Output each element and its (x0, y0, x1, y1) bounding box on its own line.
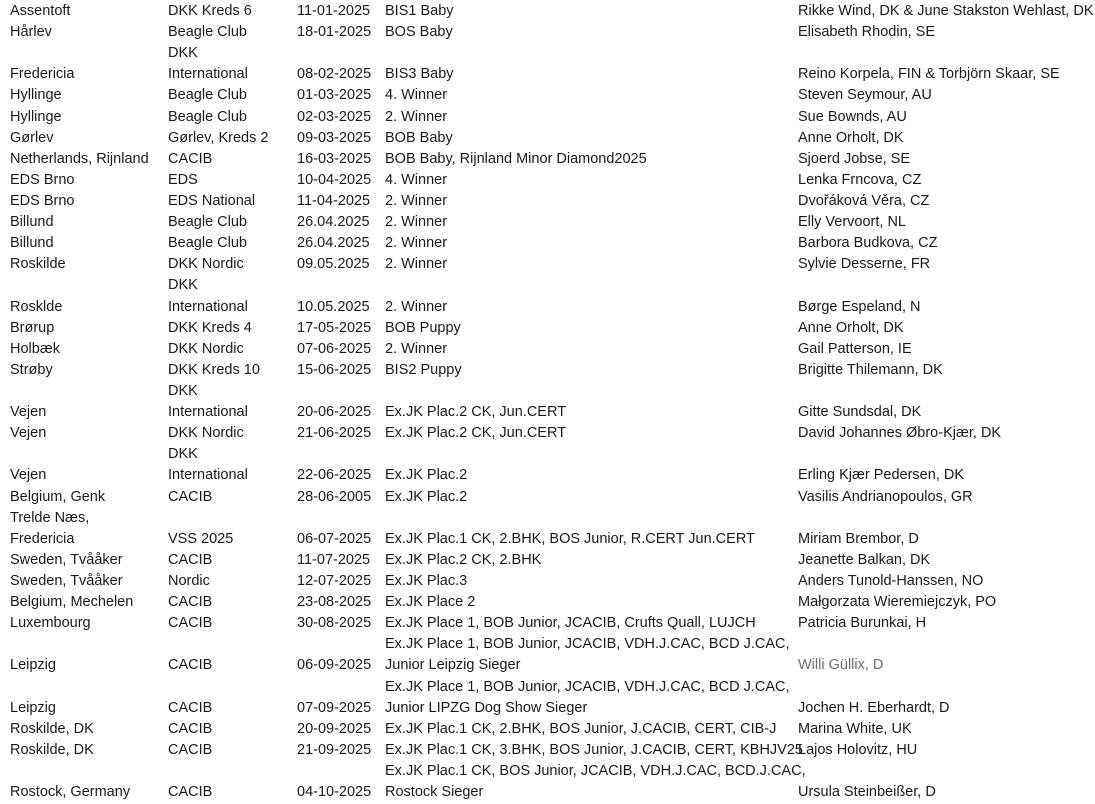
location-cell: Assentoft (10, 3, 71, 19)
judge-cell: Gitte Sundsdal, DK (798, 404, 922, 421)
table-row (0, 550, 1095, 571)
result-cell: 2. Winner (385, 214, 448, 231)
club-cell: DKK Kreds 6 (168, 3, 252, 19)
result-cell: 2. Winner (385, 340, 448, 357)
location-cell: Brørup (10, 319, 55, 336)
result-cell: BOB Puppy (385, 319, 461, 336)
judge-cell: Barbora Budkova, CZ (798, 235, 938, 252)
table-row (0, 402, 1095, 423)
club-cell: Beagle Club (168, 24, 247, 41)
judge-cell: Anne Orholt, DK (798, 319, 904, 336)
table-row (0, 360, 1095, 381)
date-cell: 11-07-2025 (297, 551, 371, 568)
location-cell: Sweden, Tvååker (10, 572, 123, 589)
date-cell: 10.05.2025 (297, 298, 370, 315)
table-row (0, 634, 1095, 655)
result-cell: BIS2 Puppy (385, 361, 462, 378)
table-row (0, 22, 1095, 43)
table-row (0, 782, 1095, 803)
table-row (0, 170, 1095, 191)
date-cell: 16-03-2025 (297, 150, 372, 167)
date-cell: 08-02-2025 (297, 66, 372, 83)
table-row (0, 740, 1095, 761)
table-row (0, 529, 1095, 550)
judge-cell: Marina White, UK (798, 720, 912, 737)
location-cell: Billund (10, 214, 54, 231)
club-cell: Gørlev, Kreds 2 (168, 129, 269, 146)
location-cell: Sweden, Tvååker (10, 551, 123, 568)
judge-cell: Reino Korpela, FIN & Torbjörn Skaar, SE (798, 66, 1060, 83)
location-cell: Hårlev (10, 24, 52, 41)
location-cell: Billund (10, 235, 54, 252)
date-cell: 26.04.2025 (297, 235, 370, 252)
club-cell: CACIB (168, 720, 213, 737)
date-cell: 22-06-2025 (297, 467, 372, 484)
club-cell: EDS (168, 171, 198, 188)
judge-cell: David Johannes Øbro-Kjær, DK (798, 425, 1002, 442)
judge-cell: Dvořáková Věra, CZ (798, 192, 930, 209)
table-row (0, 318, 1095, 339)
judge-cell: Børge Espeland, N (798, 298, 921, 315)
club-cell: DKK (168, 382, 198, 399)
date-cell: 02-03-2025 (297, 108, 372, 125)
judge-cell: Brigitte Thilemann, DK (798, 361, 943, 378)
judge-cell: Sue Bownds, AU (798, 108, 907, 125)
date-cell: 30-08-2025 (297, 615, 372, 632)
judge-cell: Małgorzata Wieremiejczyk, PO (798, 594, 997, 611)
date-cell: 11-04-2025 (297, 192, 371, 209)
table-row (0, 423, 1095, 444)
table-row (0, 297, 1095, 318)
table-row (0, 149, 1095, 170)
table-row (0, 444, 1095, 465)
judge-cell: Ursula Steinbeißer, D (798, 784, 936, 801)
location-cell: Trelde Næs, (10, 509, 90, 526)
table-row (0, 1, 1095, 22)
club-cell: DKK Kreds 4 (168, 319, 252, 336)
judge-cell: Jochen H. Eberhardt, D (798, 699, 950, 716)
date-cell: 21-09-2025 (297, 741, 372, 758)
result-cell: 4. Winner (385, 87, 448, 104)
club-cell: CACIB (168, 551, 213, 568)
club-cell: EDS National (168, 192, 256, 209)
club-cell: CACIB (168, 615, 213, 632)
club-cell: DKK Kreds 10 (168, 361, 260, 378)
location-cell: Belgium, Mechelen (10, 594, 134, 611)
location-cell: Leipzig (10, 657, 56, 674)
date-cell: 20-09-2025 (297, 720, 372, 737)
club-cell: Beagle Club (168, 214, 247, 231)
judge-cell: Jeanette Balkan, DK (798, 551, 931, 568)
date-cell: 10-04-2025 (297, 171, 372, 188)
location-cell: Vejen (10, 425, 47, 442)
location-cell: EDS Brno (10, 192, 75, 209)
date-cell: 15-06-2025 (297, 361, 372, 378)
result-cell: 2. Winner (385, 298, 448, 315)
result-cell: BOS Baby (385, 24, 453, 41)
location-cell: Vejen (10, 404, 47, 421)
judge-cell: Lajos Holovitz, HU (798, 741, 918, 758)
judge-cell: Patricia Burunkai, H (798, 615, 927, 632)
result-cell: Ex.JK Place 1, BOB Junior, JCACIB, Crufts Quall, LUJCH (385, 615, 756, 632)
club-cell: DKK Nordic (168, 256, 244, 273)
table-row (0, 254, 1095, 275)
club-cell: International (168, 404, 248, 421)
result-cell: Rostock Sieger (385, 784, 484, 801)
table-row (0, 487, 1095, 508)
result-cell: Ex.JK Plac.2 (385, 467, 468, 484)
result-cell: Ex.JK Plac.1 CK, 2.BHK, BOS Junior, R.CERT Jun.CERT (385, 530, 755, 547)
location-cell: Roskilde, DK (10, 720, 94, 737)
club-cell: VSS 2025 (168, 530, 234, 547)
date-cell: 04-10-2025 (297, 784, 372, 801)
club-cell: Beagle Club (168, 87, 247, 104)
club-cell: CACIB (168, 699, 213, 716)
club-cell: International (168, 298, 248, 315)
table-row (0, 592, 1095, 613)
date-cell: 21-06-2025 (297, 425, 372, 442)
date-cell: 12-07-2025 (297, 572, 372, 589)
judge-cell: Anders Tunold-Hanssen, NO (798, 572, 984, 589)
judge-cell: Willi Güllix, D (798, 657, 884, 674)
judge-cell: Miriam Brembor, D (798, 530, 919, 547)
location-cell: Fredericia (10, 66, 75, 83)
result-cell: Junior Leipzig Sieger (385, 657, 521, 674)
result-cell: 2. Winner (385, 108, 448, 125)
judge-cell: Sylvie Desserne, FR (798, 256, 931, 273)
date-cell: 09-03-2025 (297, 129, 372, 146)
table-row (0, 85, 1095, 106)
result-cell: BOB Baby (385, 129, 453, 146)
club-cell: CACIB (168, 150, 213, 167)
location-cell: EDS Brno (10, 171, 75, 188)
result-cell: 2. Winner (385, 256, 448, 273)
table-row (0, 64, 1095, 85)
date-cell: 07-09-2025 (297, 699, 372, 716)
location-cell: Luxembourg (10, 615, 91, 632)
result-cell: 2. Winner (385, 192, 448, 209)
judge-cell: Elisabeth Rhodin, SE (798, 24, 936, 41)
location-cell: Roskilde, DK (10, 741, 94, 758)
club-cell: CACIB (168, 657, 213, 674)
date-cell: 26.04.2025 (297, 214, 370, 231)
date-cell: 18-01-2025 (297, 24, 372, 41)
judge-cell: Steven Seymour, AU (798, 87, 932, 104)
location-cell: Hyllinge (10, 108, 62, 125)
judge-cell: Rikke Wind, DK & June Stakston Wehlast, DK (798, 3, 1094, 19)
table-row (0, 613, 1095, 634)
location-cell: Holbæk (10, 340, 60, 357)
result-cell: BIS1 Baby (385, 3, 454, 19)
table-row (0, 571, 1095, 592)
table-row (0, 465, 1095, 486)
result-cell: Ex.JK Plac.2 CK, 2.BHK (385, 551, 542, 568)
club-cell: DKK (168, 277, 198, 294)
result-cell: BOB Baby, Rijnland Minor Diamond2025 (385, 150, 647, 167)
date-cell: 01-03-2025 (297, 87, 372, 104)
table-row (0, 719, 1095, 740)
judge-cell: Erling Kjær Pedersen, DK (798, 467, 965, 484)
result-cell: Ex.JK Plac.1 CK, 3.BHK, BOS Junior, J.CACIB, CERT, KBHJV25 (385, 741, 803, 758)
table-row (0, 698, 1095, 719)
table-row (0, 381, 1095, 402)
result-cell: Ex.JK Place 1, BOB Junior, JCACIB, VDH.J.CAC, BCD J.CAC, (385, 678, 790, 695)
date-cell: 17-05-2025 (297, 319, 372, 336)
club-cell: Nordic (168, 572, 210, 589)
table-row (0, 107, 1095, 128)
table-row (0, 233, 1095, 254)
location-cell: Roskilde (10, 256, 66, 273)
table-row (0, 508, 1095, 529)
results-table (0, 1, 1095, 803)
result-cell: Ex.JK Plac.3 (385, 572, 468, 589)
date-cell: 06-09-2025 (297, 657, 372, 674)
result-cell: Ex.JK Plac.1 CK, 2.BHK, BOS Junior, J.CACIB, CERT, CIB-J (385, 720, 777, 737)
result-cell: Ex.JK Plac.1 CK, BOS Junior, JCACIB, VDH.J.CAC, BCD.J.CAC, (385, 762, 806, 779)
club-cell: Beagle Club (168, 235, 247, 252)
result-cell: Ex.JK Place 2 (385, 594, 476, 611)
result-cell: Ex.JK Plac.2 (385, 488, 468, 505)
result-cell: 4. Winner (385, 171, 448, 188)
location-cell: Netherlands, Rijnland (10, 150, 149, 167)
table-row (0, 339, 1095, 360)
club-cell: Beagle Club (168, 108, 247, 125)
club-cell: International (168, 66, 248, 83)
judge-cell: Anne Orholt, DK (798, 129, 904, 146)
date-cell: 09.05.2025 (297, 256, 370, 273)
club-cell: DKK Nordic (168, 425, 244, 442)
result-cell: Junior LIPZG Dog Show Sieger (385, 699, 588, 716)
table-row (0, 655, 1095, 676)
date-cell: 07-06-2025 (297, 340, 372, 357)
club-cell: International (168, 467, 248, 484)
table-row (0, 677, 1095, 698)
result-cell: Ex.JK Place 1, BOB Junior, JCACIB, VDH.J.CAC, BCD J.CAC, (385, 636, 790, 653)
table-row (0, 191, 1095, 212)
table-row (0, 128, 1095, 149)
club-cell: CACIB (168, 784, 213, 801)
location-cell: Strøby (10, 361, 53, 378)
date-cell: 23-08-2025 (297, 594, 372, 611)
judge-cell: Gail Patterson, IE (798, 340, 912, 357)
location-cell: Rostock, Germany (10, 784, 131, 801)
location-cell: Gørlev (10, 129, 54, 146)
location-cell: Fredericia (10, 530, 75, 547)
judge-cell: Elly Vervoort, NL (798, 214, 906, 231)
location-cell: Vejen (10, 467, 47, 484)
club-cell: CACIB (168, 488, 213, 505)
date-cell: 06-07-2025 (297, 530, 372, 547)
location-cell: Belgium, Genk (10, 488, 106, 505)
table-row (0, 275, 1095, 296)
club-cell: DKK (168, 45, 198, 62)
table-row (0, 761, 1095, 782)
location-cell: Hyllinge (10, 87, 62, 104)
date-cell: 11-01-2025 (297, 3, 371, 19)
judge-cell: Sjoerd Jobse, SE (798, 150, 911, 167)
club-cell: CACIB (168, 594, 213, 611)
location-cell: Rosklde (10, 298, 63, 315)
table-row (0, 43, 1095, 64)
club-cell: CACIB (168, 741, 213, 758)
judge-cell: Vasilis Andrianopoulos, GR (798, 488, 973, 505)
judge-cell: Lenka Frncova, CZ (798, 171, 922, 188)
result-cell: Ex.JK Plac.2 CK, Jun.CERT (385, 425, 567, 442)
date-cell: 20-06-2025 (297, 404, 372, 421)
result-cell: BIS3 Baby (385, 66, 454, 83)
result-cell: 2. Winner (385, 235, 448, 252)
result-cell: Ex.JK Plac.2 CK, Jun.CERT (385, 404, 567, 421)
location-cell: Leipzig (10, 699, 56, 716)
table-row (0, 212, 1095, 233)
club-cell: DKK (168, 446, 198, 463)
club-cell: DKK Nordic (168, 340, 244, 357)
date-cell: 28-06-2005 (297, 488, 372, 505)
